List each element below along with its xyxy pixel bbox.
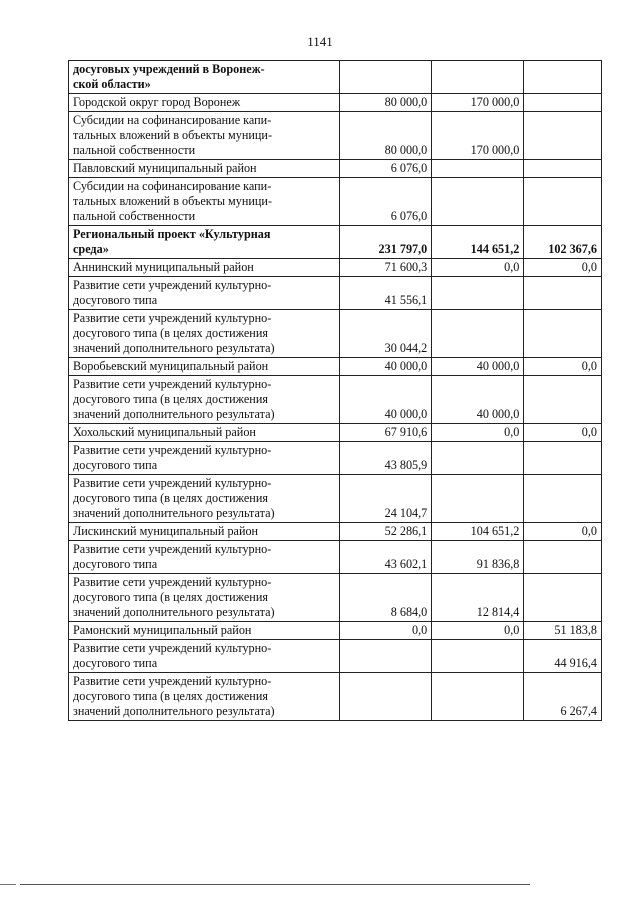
row-label: Развитие сети учреждений культурно- досугового типа (в целях достижения значений дополнительного результата) [69,673,340,721]
row-value-c1: 6 076,0 [340,178,432,226]
row-value-c1: 30 044,2 [340,310,432,358]
row-value-c1 [340,673,432,721]
row-value-c1: 0,0 [340,622,432,640]
table-row [69,541,602,574]
row-value-c1: 43 602,1 [340,541,432,574]
row-value-c2: 12 814,4 [432,574,524,622]
row-value-c2 [432,640,524,673]
row-value-c3 [524,574,602,622]
row-value-c2: 0,0 [432,424,524,442]
row-value-c1 [340,61,432,94]
table-row [69,574,602,622]
row-value-c2: 0,0 [432,259,524,277]
row-value-c3: 51 183,8 [524,622,602,640]
row-label: Субсидии на софинансирование капи- тальных вложений в объекты муници- пальной собственности [69,178,340,226]
budget-table [68,60,602,721]
budget-table-body [69,61,602,721]
row-value-c3 [524,61,602,94]
row-value-c2 [432,442,524,475]
table-row [69,178,602,226]
row-label: Развитие сети учреждений культурно- досугового типа [69,442,340,475]
table-row [69,277,602,310]
row-value-c2 [432,673,524,721]
row-value-c1: 6 076,0 [340,160,432,178]
row-value-c2 [432,160,524,178]
row-value-c2: 170 000,0 [432,112,524,160]
row-value-c2: 144 651,2 [432,226,524,259]
row-value-c3: 44 916,4 [524,640,602,673]
table-row [69,94,602,112]
table-row [69,622,602,640]
table-row [69,160,602,178]
row-value-c3 [524,160,602,178]
row-value-c3: 0,0 [524,523,602,541]
row-value-c3 [524,541,602,574]
row-value-c3 [524,475,602,523]
row-value-c3: 0,0 [524,358,602,376]
row-value-c2: 170 000,0 [432,94,524,112]
page-number: 1141 [307,34,333,49]
row-value-c2 [432,61,524,94]
row-value-c1: 41 556,1 [340,277,432,310]
table-row [69,358,602,376]
row-label: Субсидии на софинансирование капи- тальных вложений в объекты муници- пальной собственности [69,112,340,160]
row-label: досуговых учреждений в Воронеж- ской области» [69,61,340,94]
row-label: Воробьевский муниципальный район [69,358,340,376]
row-value-c1: 43 805,9 [340,442,432,475]
row-value-c3: 102 367,6 [524,226,602,259]
table-row [69,112,602,160]
table-row [69,442,602,475]
row-value-c1: 80 000,0 [340,94,432,112]
row-value-c2: 104 651,2 [432,523,524,541]
row-label: Развитие сети учреждений культурно- досугового типа [69,640,340,673]
table-row [69,310,602,358]
row-label: Развитие сети учреждений культурно- досугового типа (в целях достижения значений дополнительного результата) [69,475,340,523]
table-row [69,673,602,721]
row-value-c3: 6 267,4 [524,673,602,721]
row-value-c2: 40 000,0 [432,358,524,376]
row-value-c3: 0,0 [524,424,602,442]
row-value-c2 [432,178,524,226]
row-label: Развитие сети учреждений культурно- досугового типа [69,541,340,574]
row-value-c1: 52 286,1 [340,523,432,541]
row-value-c3 [524,178,602,226]
row-value-c2: 40 000,0 [432,376,524,424]
row-value-c3 [524,94,602,112]
row-value-c3 [524,112,602,160]
row-value-c1: 67 910,6 [340,424,432,442]
row-value-c3: 0,0 [524,259,602,277]
row-value-c1: 71 600,3 [340,259,432,277]
row-value-c3 [524,442,602,475]
table-row [69,523,602,541]
table-row [69,226,602,259]
footer-rule [20,884,530,885]
row-value-c1: 80 000,0 [340,112,432,160]
row-label: Развитие сети учреждений культурно- досугового типа (в целях достижения значений дополнительного результата) [69,310,340,358]
table-row [69,61,602,94]
row-value-c3 [524,310,602,358]
row-label: Павловский муниципальный район [69,160,340,178]
row-value-c3 [524,376,602,424]
row-value-c2 [432,475,524,523]
row-value-c1: 40 000,0 [340,376,432,424]
row-value-c2 [432,277,524,310]
row-value-c2: 91 836,8 [432,541,524,574]
row-label: Развитие сети учреждений культурно- досугового типа [69,277,340,310]
table-row [69,259,602,277]
row-value-c1: 40 000,0 [340,358,432,376]
row-label: Рамонский муниципальный район [69,622,340,640]
row-label: Хохольский муниципальный район [69,424,340,442]
table-row [69,376,602,424]
row-value-c1: 8 684,0 [340,574,432,622]
row-label: Развитие сети учреждений культурно- досугового типа (в целях достижения значений дополнительного результата) [69,574,340,622]
row-value-c3 [524,277,602,310]
row-label: Региональный проект «Культурная среда» [69,226,340,259]
table-row [69,424,602,442]
row-label: Развитие сети учреждений культурно- досугового типа (в целях достижения значений дополнительного результата) [69,376,340,424]
row-value-c2: 0,0 [432,622,524,640]
row-value-c1: 231 797,0 [340,226,432,259]
footer-rule-left [0,884,16,885]
table-row [69,475,602,523]
row-value-c1 [340,640,432,673]
row-label: Лискинский муниципальный район [69,523,340,541]
row-label: Городской округ город Воронеж [69,94,340,112]
table-row [69,640,602,673]
row-value-c2 [432,310,524,358]
row-value-c1: 24 104,7 [340,475,432,523]
row-label: Аннинский муниципальный район [69,259,340,277]
